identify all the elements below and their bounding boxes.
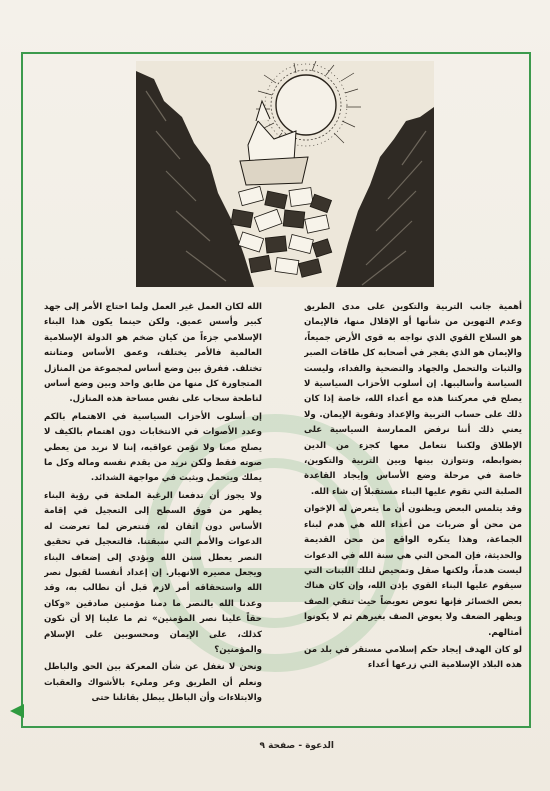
paragraph: لو كان الهدف إيجاد حكم إسلامي مستقر في بلد من هذه البلاد الإسلامية التي زرعها أعداء	[304, 644, 522, 671]
page-footer: الدعوة - صفحة ٩	[259, 741, 334, 751]
paragraph: الله لكان العمل غير العمل ولما احتاج الأمر إلى جهد كبير وأسس عميق. ولكن حينما يكون هذا البناء الإسلامي جزءاً من كيان ضخم هو الدولة الإسلامية العالمية فالأمر يختلف، وعمق الأساس ومتانته تختلف. ففرق بين وضع أساس لمجموعة من المنازل المتجاورة كل منها من طابق واحد وبين وضع أساس لناطحة سحاب على نفس مساحة هذه المنازل.	[44, 302, 262, 405]
article-illustration	[136, 61, 434, 287]
paragraph: أهمية جانب التربية والتكوين على مدى الطريق وعدم التهوين من شأنها أو الإقلال منها، فالإيمان هو السلاح القوي الذي نواجه به قوى الأرض جميعاً، والإيمان هو الذي يفجر في أصحابه كل طاقات الصبر والثبات والتحمل والجهاد والتضحية والفداء، وليست السياسة وأساليبها. إن أسلوب الأحزاب السياسية لا يصلح في معركتنا هذه مع أعداء الله، خاصة إذا كان ذلك على حساب التربية والإعداد وتقوية الإيمان. ولا يعني ذلك أننا نرفض الممارسة السياسية على الإطلاق ولكننا نتعامل معها كجزء من الدين بضوابطه، ونتوازن بينها وبين التربية والتكوين، خاصة في مرحلة وضع الأساس وإيجاد القاعدة الصلبة التي تقوم عليها البناء مستقبلاً إن شاء الله.	[304, 302, 522, 497]
paragraph: ونحن لا نغفل عن شأن المعركة بين الحق والباطل ونعلم أن الطريق وعر ومليء بالأشواك والعقبات والابتلاءات وأن الباطل يبطل بقاتلنا حتى	[44, 662, 262, 704]
paragraph: إن أسلوب الأحزاب السياسية في الاهتمام بالكم وعدد الأصوات في الانتخابات دون اهتمام بالكيف لا يصلح معنا ولا نؤمن عواقبه، إننا لا نريد من يعطي صوته فقط ولكن نريد من يقدم نفسه وماله وكل ما يملك ويتحمل ويثبت في مواجهة الشدائد.	[44, 411, 262, 484]
article-column-right	[304, 300, 522, 738]
page-arrow-icon[interactable]	[10, 704, 24, 718]
paragraph: وقد يتلمس البعض ويظنون أن ما يتعرض له الإخوان من محن أو ضربات من أعداء الله هي هدم لبناء الجماعة، وهذا ينكره الواقع من محن القديمة والحديثة، فإن المحن التي هي سنة الله في الدعوات ليست هدماً، ولكنها صقل وتمحيص لتلك اللبنات التي سيقوم عليها البناء القوي بإذن الله، وإن كان هناك بعض الخسائر فإنها تعوض تعويضاً حيث تنقي الصف ويظهر الضعف ولا يعوض الصف بغيرهم ثم لا يكونوا أمثالهم.	[304, 504, 522, 638]
article-column-left	[44, 300, 262, 738]
paragraph: ولا يجوز أن تدفعنا الرغبة الملحة في رؤية البناء يظهر من فوق السطح إلى التعجيل في إقامة الأساس دون اتقان له، فنتعرض لما تعرضت له الدعوات والأمم التي سبقتنا. فالتعجيل في تحقيق النصر يعطل سنن الله ويؤدي إلى إضعاف البناء ويجعل مصيره الانهيار. إن إعداد أنفسنا لقبول نصر الله واستحقاقه أمر لازم قبل أن نطالب به، وقد وعدنا الله بالنصر ما دمنا مؤمنين صادقين «وكان حقاً علينا نصر المؤمنين» ثم ما علينا إلا أن نكون كذلك، على الإيمان ومحسوبين على الإسلام والمؤمنين؟	[44, 490, 262, 655]
